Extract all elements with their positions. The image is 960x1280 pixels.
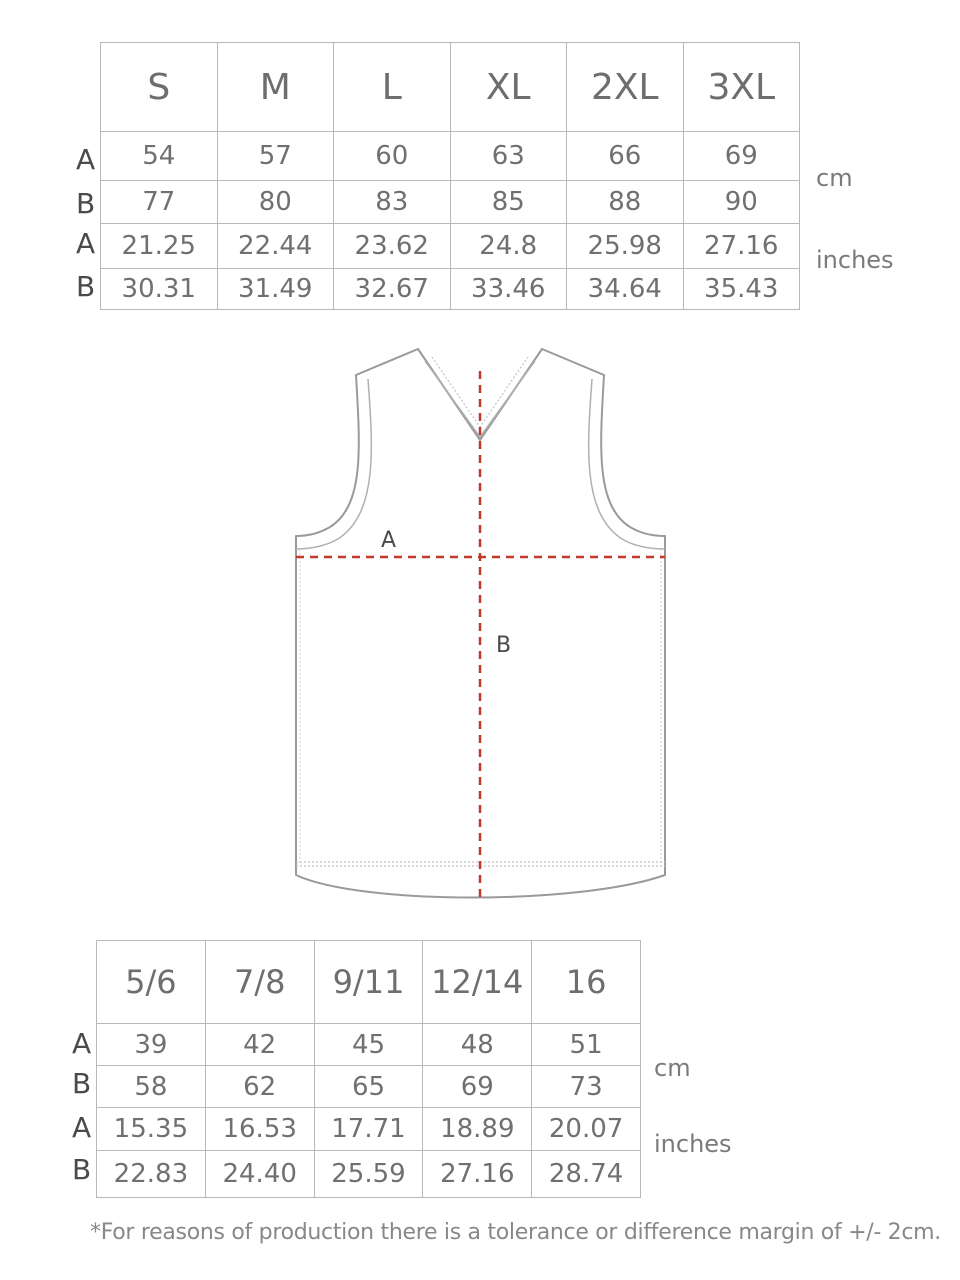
tank-top-illustration: [280, 335, 680, 910]
table-cell: 16.53: [205, 1108, 314, 1151]
kids-unit-cm: cm: [654, 1054, 691, 1082]
kids-size-header: 16: [532, 941, 641, 1024]
table-cell: 31.49: [217, 269, 334, 310]
table-cell: 73: [532, 1066, 641, 1108]
table-cell: 35.43: [683, 269, 800, 310]
table-cell: 23.62: [334, 224, 451, 269]
table-cell: 63: [450, 132, 567, 181]
adult-row-a-inches: [101, 224, 800, 269]
adult-size-header: 2XL: [567, 43, 684, 132]
kids-size-header-row: [97, 941, 641, 1024]
table-cell: 66: [567, 132, 684, 181]
adult-size-table: [100, 42, 800, 310]
kids-size-header: 12/14: [423, 941, 532, 1024]
kids-row-label-b: B: [72, 1153, 92, 1186]
adult-row-b-cm: [101, 181, 800, 224]
table-cell: 24.40: [205, 1151, 314, 1198]
table-cell: 48: [423, 1024, 532, 1066]
table-cell: 85: [450, 181, 567, 224]
adult-row-a-cm: [101, 132, 800, 181]
tolerance-footnote: *For reasons of production there is a tolerance or difference margin of +/- 2cm.: [90, 1220, 941, 1245]
kids-size-table: [96, 940, 641, 1198]
table-cell: 62: [205, 1066, 314, 1108]
table-cell: 28.74: [532, 1151, 641, 1198]
table-cell: 51: [532, 1024, 641, 1066]
kids-row-b-cm: [97, 1066, 641, 1108]
kids-row-label-a: A: [72, 1027, 92, 1060]
adult-size-header: XL: [450, 43, 567, 132]
kids-row-label-b: B: [72, 1067, 92, 1100]
table-cell: 39: [97, 1024, 206, 1066]
table-cell: 15.35: [97, 1108, 206, 1151]
table-cell: 24.8: [450, 224, 567, 269]
table-cell: 21.25: [101, 224, 218, 269]
table-cell: 69: [683, 132, 800, 181]
adult-size-header: 3XL: [683, 43, 800, 132]
table-cell: 22.44: [217, 224, 334, 269]
kids-size-header: 7/8: [205, 941, 314, 1024]
table-cell: 83: [334, 181, 451, 224]
table-cell: 88: [567, 181, 684, 224]
table-cell: 33.46: [450, 269, 567, 310]
adult-size-header: S: [101, 43, 218, 132]
table-cell: 27.16: [683, 224, 800, 269]
table-cell: 22.83: [97, 1151, 206, 1198]
adult-row-label-b: B: [76, 187, 96, 220]
kids-unit-inches: inches: [654, 1130, 732, 1158]
kids-size-header: 5/6: [97, 941, 206, 1024]
table-cell: 18.89: [423, 1108, 532, 1151]
adult-row-label-a: A: [76, 143, 96, 176]
table-cell: 27.16: [423, 1151, 532, 1198]
adult-row-label-a: A: [76, 227, 96, 260]
measure-label-a: A: [381, 528, 397, 553]
table-cell: 45: [314, 1024, 423, 1066]
adult-row-label-b: B: [76, 270, 96, 303]
table-cell: 20.07: [532, 1108, 641, 1151]
adult-size-header-row: [101, 43, 800, 132]
table-cell: 69: [423, 1066, 532, 1108]
kids-row-a-inches: [97, 1108, 641, 1151]
kids-row-a-cm: [97, 1024, 641, 1066]
adult-unit-inches: inches: [816, 246, 894, 274]
table-cell: 54: [101, 132, 218, 181]
table-cell: 65: [314, 1066, 423, 1108]
table-cell: 58: [97, 1066, 206, 1108]
adult-unit-cm: cm: [816, 164, 853, 192]
table-cell: 57: [217, 132, 334, 181]
kids-row-b-inches: [97, 1151, 641, 1198]
kids-size-header: 9/11: [314, 941, 423, 1024]
table-cell: 60: [334, 132, 451, 181]
adult-row-b-inches: [101, 269, 800, 310]
table-cell: 80: [217, 181, 334, 224]
table-cell: 77: [101, 181, 218, 224]
table-cell: 17.71: [314, 1108, 423, 1151]
measure-label-b: B: [496, 633, 512, 658]
adult-size-header: M: [217, 43, 334, 132]
table-cell: 90: [683, 181, 800, 224]
table-cell: 30.31: [101, 269, 218, 310]
table-cell: 25.59: [314, 1151, 423, 1198]
table-cell: 25.98: [567, 224, 684, 269]
table-cell: 34.64: [567, 269, 684, 310]
kids-row-label-a: A: [72, 1111, 92, 1144]
table-cell: 42: [205, 1024, 314, 1066]
table-cell: 32.67: [334, 269, 451, 310]
adult-size-header: L: [334, 43, 451, 132]
